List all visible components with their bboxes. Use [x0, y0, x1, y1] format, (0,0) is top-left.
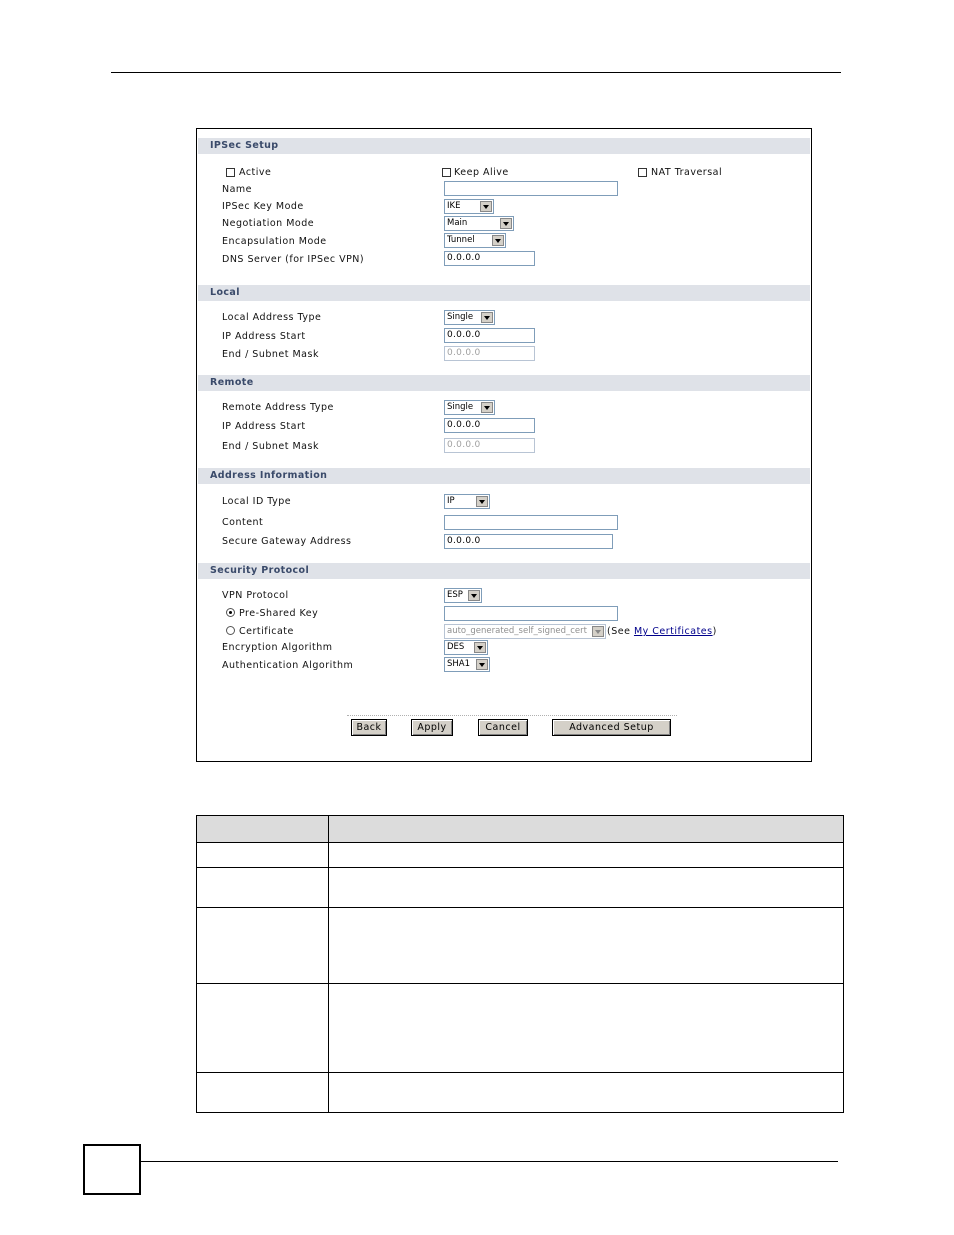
local-ip-start-label: IP Address Start — [222, 331, 306, 342]
table-header-row — [197, 816, 844, 843]
encryption-algorithm-value: DES — [447, 642, 465, 652]
table-cell — [197, 908, 329, 984]
dns-server-label: DNS Server (for IPSec VPN) — [222, 254, 365, 265]
button-divider — [347, 715, 677, 716]
ipsec-key-mode-value: IKE — [447, 201, 461, 211]
remote-address-type-value: Single — [447, 402, 474, 412]
local-address-type-select[interactable] — [444, 310, 495, 325]
secure-gateway-label: Secure Gateway Address — [222, 536, 352, 547]
footer-rule — [141, 1161, 838, 1162]
local-ip-start-input[interactable]: 0.0.0.0 — [444, 328, 535, 343]
table-cell — [329, 984, 844, 1073]
table-header-cell — [197, 816, 329, 843]
chevron-down-icon — [592, 626, 604, 637]
table-header-cell — [329, 816, 844, 843]
dns-server-input[interactable]: 0.0.0.0 — [444, 251, 535, 266]
nat-traversal-label: NAT Traversal — [651, 167, 723, 178]
remote-ip-start-input[interactable]: 0.0.0.0 — [444, 418, 535, 433]
authentication-algorithm-value: SHA1 — [447, 659, 471, 669]
advanced-setup-button[interactable]: Advanced Setup — [552, 719, 671, 736]
table-cell — [329, 1073, 844, 1113]
certificate-value: auto_generated_self_signed_cert — [447, 626, 587, 636]
remote-ip-start-label: IP Address Start — [222, 421, 306, 432]
local-id-type-value: IP — [447, 496, 455, 506]
encryption-algorithm-select[interactable] — [444, 640, 488, 655]
remote-address-type-label: Remote Address Type — [222, 402, 334, 413]
back-button[interactable]: Back — [351, 719, 387, 736]
my-certificates-link[interactable]: My Certificates — [633, 626, 713, 637]
table-cell — [329, 868, 844, 908]
table-row — [197, 868, 844, 908]
remote-address-type-select[interactable] — [444, 400, 495, 415]
section-header-address-information: Address Information — [198, 468, 810, 484]
certificate-radio[interactable] — [226, 626, 235, 635]
active-checkbox[interactable] — [226, 168, 235, 177]
nat-traversal-checkbox[interactable] — [638, 168, 647, 177]
local-end-mask-input: 0.0.0.0 — [444, 346, 535, 361]
local-end-mask-label: End / Subnet Mask — [222, 349, 319, 360]
apply-button[interactable]: Apply — [411, 719, 453, 736]
cancel-button[interactable]: Cancel — [478, 719, 528, 736]
local-address-type-label: Local Address Type — [222, 312, 322, 323]
certificate-select — [444, 624, 606, 639]
certificate-label: Certificate — [239, 626, 294, 637]
name-label: Name — [222, 184, 253, 195]
section-header-local: Local — [198, 285, 810, 301]
active-label: Active — [239, 167, 272, 178]
field-description-table — [196, 815, 844, 1113]
table-cell — [197, 1073, 329, 1113]
chevron-down-icon[interactable] — [481, 402, 493, 413]
keep-alive-label: Keep Alive — [454, 167, 509, 178]
chevron-down-icon[interactable] — [480, 201, 492, 212]
section-header-remote: Remote — [198, 375, 810, 391]
ipsec-key-mode-label: IPSec Key Mode — [222, 201, 304, 212]
see-suffix: ) — [712, 626, 717, 637]
content-label: Content — [222, 517, 264, 528]
table-cell — [197, 868, 329, 908]
chevron-down-icon[interactable] — [500, 218, 512, 229]
table-cell — [329, 843, 844, 868]
vpn-protocol-value: ESP — [447, 590, 463, 600]
chevron-down-icon[interactable] — [476, 496, 488, 507]
local-id-type-select[interactable] — [444, 494, 490, 509]
authentication-algorithm-select[interactable] — [444, 657, 490, 672]
pre-shared-key-radio[interactable] — [226, 608, 235, 617]
chevron-down-icon[interactable] — [468, 590, 480, 601]
ipsec-key-mode-select[interactable] — [444, 199, 494, 214]
negotiation-mode-value: Main — [447, 218, 468, 228]
chevron-down-icon[interactable] — [492, 235, 504, 246]
section-header-ipsec-setup: IPSec Setup — [198, 138, 810, 154]
pre-shared-key-label: Pre-Shared Key — [239, 608, 319, 619]
ipsec-screenshot — [196, 128, 812, 762]
see-prefix: (See — [607, 626, 634, 637]
section-header-security-protocol: Security Protocol — [198, 563, 810, 579]
local-address-type-value: Single — [447, 312, 474, 322]
table-row — [197, 843, 844, 868]
table-cell — [329, 908, 844, 984]
authentication-algorithm-label: Authentication Algorithm — [222, 660, 354, 671]
pre-shared-key-input[interactable] — [444, 606, 618, 621]
local-id-type-label: Local ID Type — [222, 496, 292, 507]
remote-end-mask-input: 0.0.0.0 — [444, 438, 535, 453]
encapsulation-mode-value: Tunnel — [447, 235, 475, 245]
table-cell — [197, 984, 329, 1073]
remote-end-mask-label: End / Subnet Mask — [222, 441, 319, 452]
table-row — [197, 1073, 844, 1113]
encryption-algorithm-label: Encryption Algorithm — [222, 642, 333, 653]
vpn-protocol-select[interactable] — [444, 588, 482, 603]
content-input[interactable] — [444, 515, 618, 530]
negotiation-mode-label: Negotiation Mode — [222, 218, 315, 229]
see-certificates-note — [607, 626, 717, 637]
encapsulation-mode-label: Encapsulation Mode — [222, 236, 327, 247]
chevron-down-icon[interactable] — [474, 642, 486, 653]
keep-alive-checkbox[interactable] — [442, 168, 451, 177]
table-row — [197, 984, 844, 1073]
chevron-down-icon[interactable] — [481, 312, 493, 323]
table-cell — [197, 843, 329, 868]
header-rule — [111, 72, 841, 73]
encapsulation-mode-select[interactable] — [444, 233, 506, 248]
name-input[interactable] — [444, 181, 618, 196]
negotiation-mode-select[interactable] — [444, 216, 514, 231]
table-row — [197, 908, 844, 984]
secure-gateway-input[interactable]: 0.0.0.0 — [444, 534, 613, 549]
page-number-box — [83, 1144, 141, 1195]
chevron-down-icon[interactable] — [476, 659, 488, 670]
vpn-protocol-label: VPN Protocol — [222, 590, 289, 601]
